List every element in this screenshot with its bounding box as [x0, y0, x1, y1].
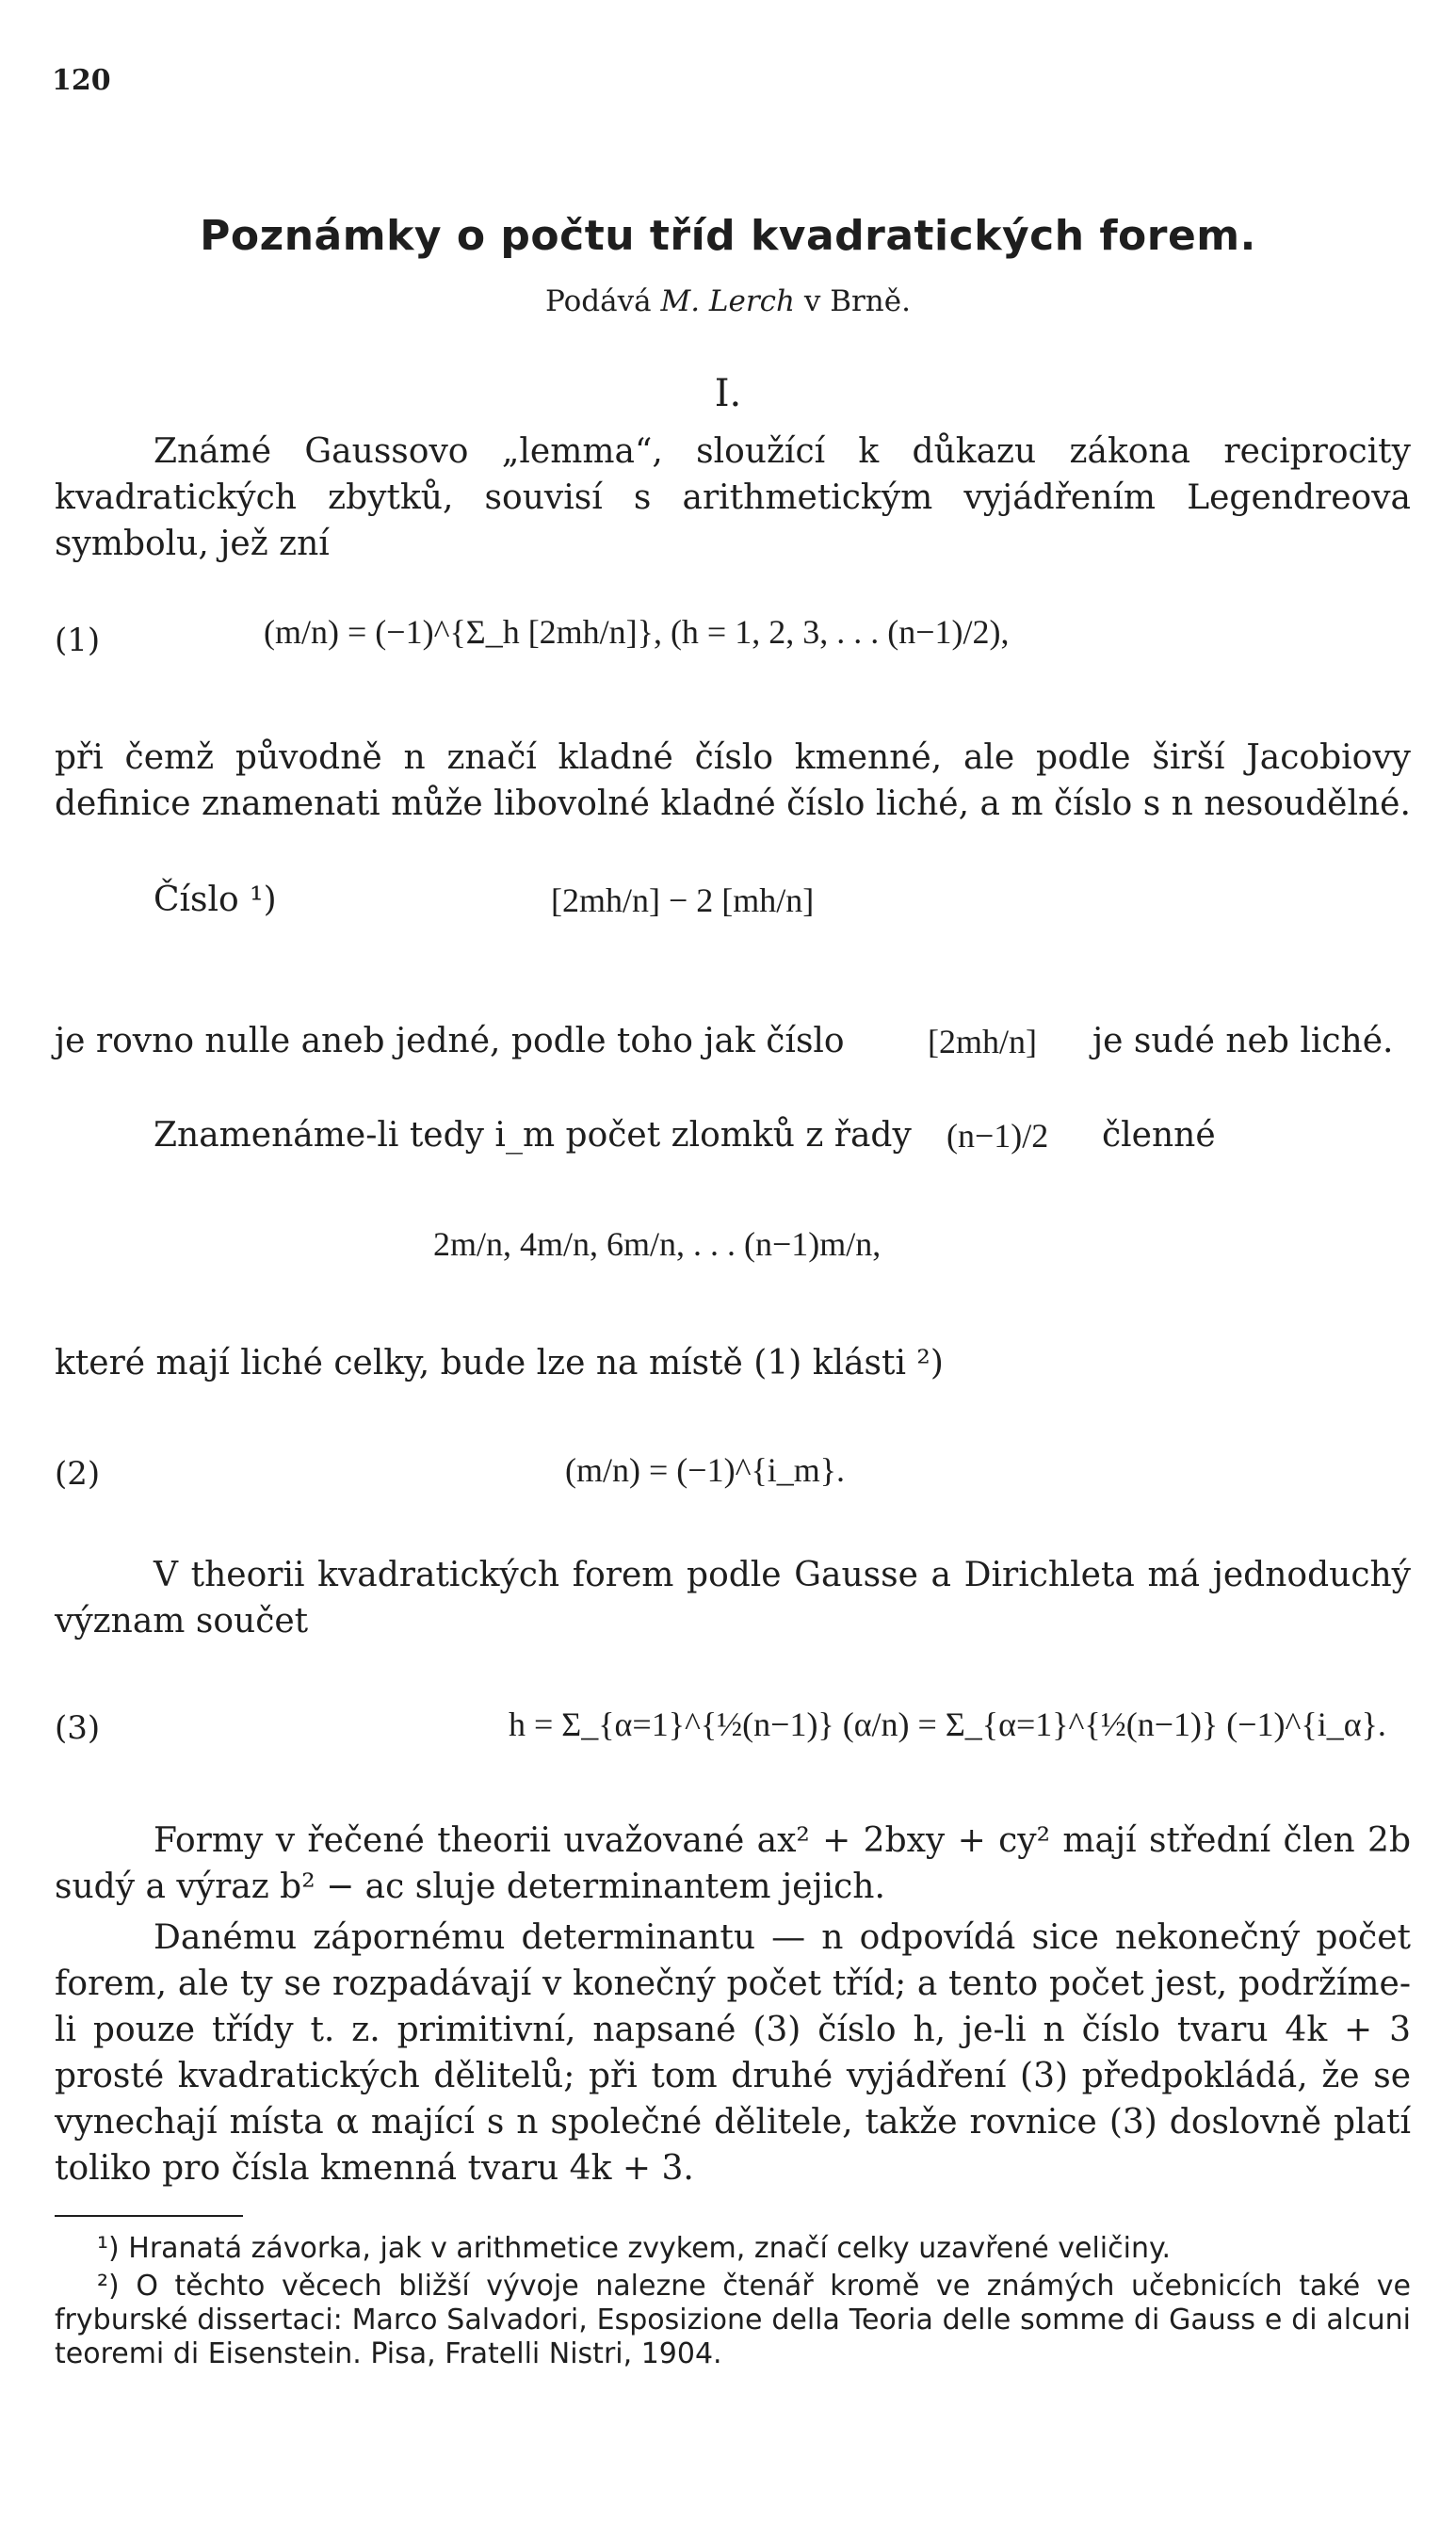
equation-3a: [2mh/n] − 2 [mh/n] [551, 881, 815, 919]
equation-2: (m/n) = (−1)^{i_m}. [565, 1451, 846, 1489]
section-heading: I. [714, 372, 742, 415]
paragraph-5-suffix: členné [1102, 1116, 1216, 1155]
equation-3: h = Σ_{α=1}^{½(n−1)} (α/n) = Σ_{α=1}^{½(n−1)} (−1)^{i_α}. [509, 1706, 1386, 1743]
byline-suffix: v Brně. [803, 284, 911, 318]
paragraph-5-formula: (n−1)/2 [946, 1117, 1049, 1155]
paragraph-9: Danému zápornému determinantu — n odpovídá sice nekonečný počet forem, ale ty se rozpadávají v konečný počet tříd; a tento počet jest, podržíme-li pouze třídy t. z. primitivní, napsané (3) číslo h, je-li n číslo tvaru 4k + 3 prosté kvadratických dělitelů; při tom druhé vyjádření (3) předpokládá, že se vynechají místa α mající s n společné dělitele, takže rovnice (3) doslovně platí toliko pro čísla kmenná tvaru 4k + 3. [55, 1918, 1411, 2188]
byline [0, 284, 1456, 318]
equation-1-label: (1) [55, 622, 101, 659]
footnote-2: ²) O těchto věcech bližší vývoje nalezne čtenář kromě ve známých učebnicích také ve fryburské dissertaci: Marco Salvadori, Esposizione della Teoria delle somme di Gauss e di alcuni teoremi di Eisenstein. Pisa, Fratelli Nistri, 1904. [55, 2270, 1411, 2370]
paragraph-2: při čemž původně n značí kladné číslo kmenné, ale podle širší Jacobiovy definice znamenati může libovolné kladné číslo liché, a m číslo s n nesoudělné. [55, 738, 1411, 823]
paragraph-1: Známé Gaussovo „lemma“, sloužící k důkazu zákona reciprocity kvadratických zbytků, souvisí s arithmetickým vyjádřením Legendreova symbolu, jež zní [55, 432, 1411, 563]
footnote-divider [55, 2215, 243, 2217]
paragraph-8: Formy v řečené theorii uvažované ax² + 2bxy + cy² mají střední člen 2b sudý a výraz b² − ac sluje determinantem jejich. [55, 1821, 1411, 1906]
paragraph-6: které mají liché celky, bude lze na místě (1) klásti ²) [55, 1344, 944, 1382]
paragraph-4-prefix: je rovno nulle aneb jedné, podle toho jak číslo [55, 1022, 845, 1060]
paragraph-3-prefix: Číslo ¹) [154, 881, 277, 919]
equation-2-label: (2) [55, 1455, 101, 1493]
equation-1: (m/n) = (−1)^{Σ_h [2mh/n]}, (h = 1, 2, 3, . . . (n−1)/2), [264, 613, 1010, 651]
paragraph-5-text: Znamenáme-li tedy i_m počet zlomků z řady [154, 1116, 912, 1155]
paragraph-7: V theorii kvadratických forem podle Gausse a Dirichleta má jednoduchý význam součet [55, 1556, 1411, 1641]
fraction-series: 2m/n, 4m/n, 6m/n, . . . (n−1)m/n, [433, 1225, 882, 1263]
article-title: Poznámky o počtu tříd kvadratických forem. [200, 212, 1256, 260]
paragraph-4-formula: [2mh/n] [928, 1023, 1037, 1060]
footnote-1: ¹) Hranatá závorka, jak v arithmetice zvykem, značí celky uzavřené veličiny. [97, 2232, 1171, 2265]
equation-3-label: (3) [55, 1709, 101, 1747]
byline-author: M. Lerch [660, 284, 795, 318]
byline-prefix: Podává [545, 284, 652, 318]
page-number: 120 [52, 64, 111, 97]
paragraph-4-suffix: je sudé neb liché. [1092, 1022, 1394, 1060]
